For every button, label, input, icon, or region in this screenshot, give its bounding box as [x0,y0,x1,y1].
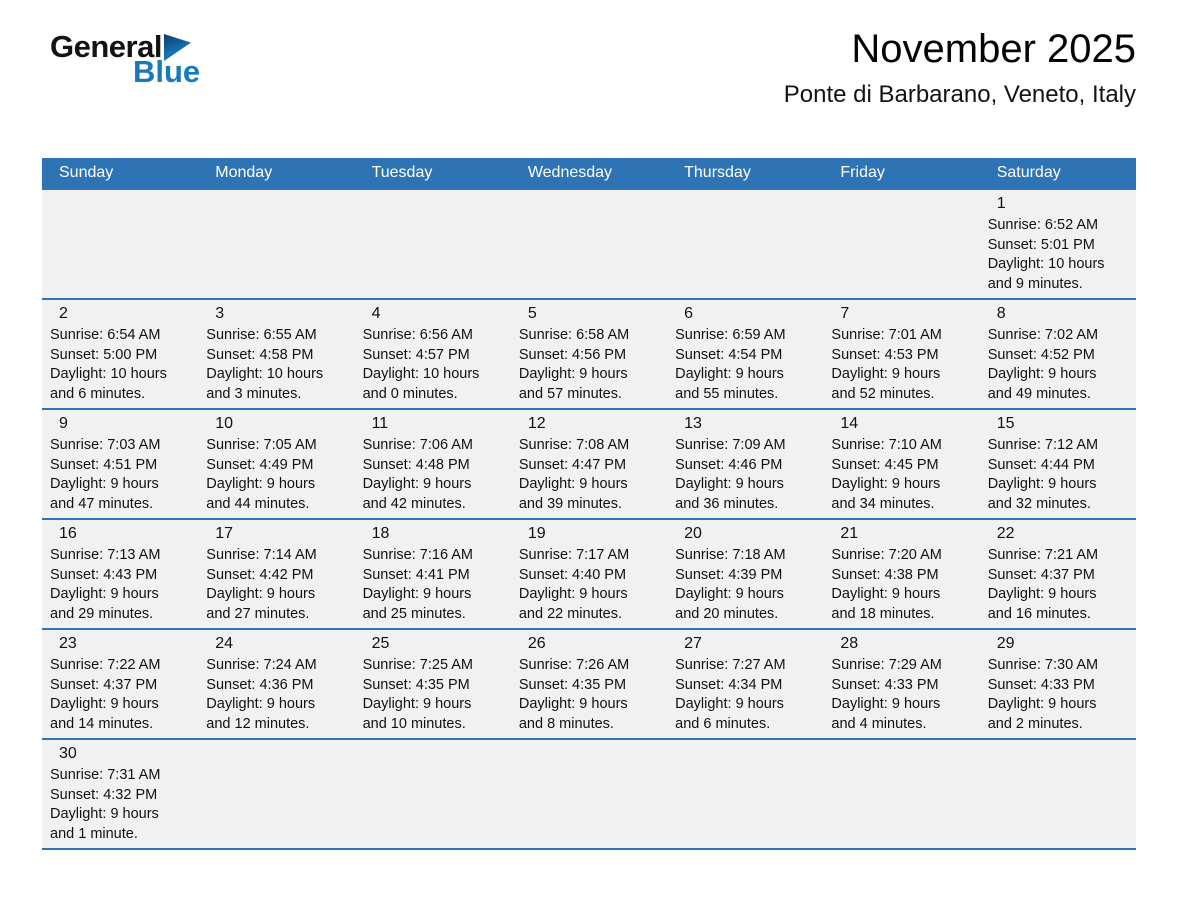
day-cell-8 [980,299,1136,409]
sunrise-text: Sunrise: 7:20 AM [831,547,942,563]
sunrise-text: Sunrise: 7:22 AM [50,657,161,673]
daylight-text-line1: Daylight: 9 hours [206,476,316,492]
daylight-text-line2: and 39 minutes. [518,495,623,512]
sunrise-text: Sunrise: 7:02 AM [987,327,1099,343]
daylight-text-line1: Daylight: 9 hours [675,476,784,492]
day-cell-23 [42,629,198,739]
weekday-friday: Friday [823,158,979,189]
daylight-text-line1: Daylight: 9 hours [206,696,316,712]
day-cell-2 [42,299,198,409]
day-number: 12 [527,415,546,432]
daylight-text-line1: Daylight: 9 hours [831,366,941,382]
day-cell-21 [823,519,979,629]
day-number: 11 [371,415,389,432]
daylight-text-line2: and 0 minutes. [362,385,458,402]
day-number: 24 [215,635,234,652]
sunset-text: Sunset: 4:41 PM [362,566,470,583]
sunrise-text: Sunrise: 6:59 AM [675,327,786,343]
day-cell-30 [42,739,198,849]
day-cell-6 [667,299,823,409]
day-number: 14 [840,415,859,432]
sunset-text: Sunset: 4:58 PM [206,346,314,363]
daylight-text-line2: and 20 minutes. [675,605,779,622]
day-cell-1 [980,189,1136,299]
week-row [42,189,1136,299]
daylight-text-line2: and 1 minute. [50,825,138,842]
sunset-text: Sunset: 4:53 PM [831,346,939,363]
daylight-text-line1: Daylight: 9 hours [50,476,159,492]
week-row [42,299,1136,409]
day-number: 26 [527,635,546,652]
daylight-text-line2: and 32 minutes. [987,495,1091,512]
sunset-text: Sunset: 4:43 PM [50,566,158,583]
sunset-text: Sunset: 4:51 PM [50,456,158,473]
week-row [42,629,1136,739]
day-cell-26 [511,629,667,739]
sunset-text: Sunset: 4:34 PM [675,676,783,693]
daylight-text-line1: Daylight: 10 hours [987,256,1105,272]
day-cell-11 [355,409,511,519]
daylight-text-line2: and 52 minutes. [831,385,935,402]
day-number: 4 [371,305,381,322]
sunrise-text: Sunrise: 7:30 AM [987,657,1099,673]
daylight-text-line2: and 12 minutes. [206,715,310,732]
daylight-text-line1: Daylight: 9 hours [518,476,628,492]
daylight-text-line2: and 34 minutes. [831,495,935,512]
empty-day-cell [511,739,667,849]
daylight-text-line2: and 42 minutes. [362,495,466,512]
sunset-text: Sunset: 4:47 PM [518,456,627,473]
day-number: 15 [996,415,1015,432]
daylight-text-line1: Daylight: 10 hours [50,366,167,382]
empty-day-cell [355,189,511,299]
sunset-text: Sunset: 5:01 PM [987,236,1095,253]
weekday-monday: Monday [198,158,354,189]
sunset-text: Sunset: 4:37 PM [50,676,158,693]
daylight-text-line2: and 16 minutes. [987,605,1091,622]
daylight-text-line1: Daylight: 9 hours [362,696,472,712]
daylight-text-line2: and 55 minutes. [675,385,779,402]
daylight-text-line1: Daylight: 10 hours [362,366,480,382]
sunset-text: Sunset: 4:36 PM [206,676,314,693]
day-number: 2 [59,305,68,322]
day-number: 22 [996,525,1015,542]
daylight-text-line1: Daylight: 9 hours [831,696,941,712]
day-number: 7 [840,305,850,322]
day-cell-20 [667,519,823,629]
daylight-text-line2: and 2 minutes. [987,715,1083,732]
day-number: 19 [527,525,546,542]
sunrise-text: Sunrise: 7:17 AM [518,547,630,563]
weekday-thursday: Thursday [667,158,823,189]
daylight-text-line2: and 49 minutes. [987,385,1091,402]
sunset-text: Sunset: 4:38 PM [831,566,939,583]
day-cell-29 [980,629,1136,739]
daylight-text-line1: Daylight: 9 hours [50,806,159,822]
empty-day-cell [42,189,198,299]
sunrise-text: Sunrise: 7:31 AM [50,767,161,783]
daylight-text-line2: and 25 minutes. [362,605,466,622]
week-row [42,409,1136,519]
sunrise-text: Sunrise: 7:25 AM [362,657,473,673]
sunrise-text: Sunrise: 7:05 AM [206,437,317,453]
daylight-text-line1: Daylight: 9 hours [987,366,1097,382]
sunset-text: Sunset: 4:33 PM [987,676,1095,693]
daylight-text-line2: and 10 minutes. [362,715,466,732]
location-subtitle: Ponte di Barbarano, Veneto, Italy [783,81,1136,108]
sunset-text: Sunset: 4:54 PM [675,346,783,363]
sunset-text: Sunset: 4:35 PM [518,676,627,693]
day-cell-14 [823,409,979,519]
sunrise-text: Sunrise: 7:10 AM [831,437,942,453]
day-number: 28 [840,635,859,652]
empty-day-cell [198,739,354,849]
daylight-text-line1: Daylight: 9 hours [831,476,941,492]
day-number: 18 [371,525,390,542]
daylight-text-line2: and 29 minutes. [50,605,154,622]
daylight-text-line2: and 44 minutes. [206,495,310,512]
sunrise-text: Sunrise: 7:09 AM [675,437,786,453]
sunrise-text: Sunrise: 7:03 AM [50,437,161,453]
daylight-text-line2: and 3 minutes. [206,385,302,402]
sunrise-text: Sunrise: 7:16 AM [362,547,473,563]
sunrise-text: Sunrise: 6:54 AM [50,327,161,343]
daylight-text-line1: Daylight: 9 hours [987,476,1097,492]
day-number: 8 [996,305,1006,322]
sunrise-text: Sunrise: 6:56 AM [362,327,473,343]
day-number: 13 [684,415,702,432]
day-cell-16 [42,519,198,629]
day-number: 27 [684,635,702,652]
sunset-text: Sunset: 4:48 PM [362,456,470,473]
day-cell-19 [511,519,667,629]
sunset-text: Sunset: 4:44 PM [987,456,1095,473]
empty-day-cell [980,739,1136,849]
sunset-text: Sunset: 4:46 PM [675,456,783,473]
day-cell-7 [823,299,979,409]
daylight-text-line2: and 8 minutes. [518,715,614,732]
daylight-text-line1: Daylight: 10 hours [206,366,324,382]
sunrise-text: Sunrise: 7:08 AM [518,437,630,453]
sunset-text: Sunset: 5:00 PM [50,346,158,363]
sunset-text: Sunset: 4:56 PM [518,346,627,363]
empty-day-cell [198,189,354,299]
empty-day-cell [823,739,979,849]
daylight-text-line2: and 22 minutes. [518,605,623,622]
daylight-text-line1: Daylight: 9 hours [518,366,628,382]
sunset-text: Sunset: 4:49 PM [206,456,314,473]
day-cell-15 [980,409,1136,519]
sunrise-text: Sunrise: 7:06 AM [362,437,473,453]
day-number: 9 [59,415,68,432]
weekday-sunday: Sunday [42,158,198,189]
sunrise-text: Sunrise: 7:27 AM [675,657,786,673]
day-number: 3 [215,305,225,322]
sunrise-text: Sunrise: 7:24 AM [206,657,317,673]
daylight-text-line1: Daylight: 9 hours [987,586,1097,602]
week-row [42,739,1136,849]
daylight-text-line1: Daylight: 9 hours [987,696,1097,712]
daylight-text-line1: Daylight: 9 hours [675,366,784,382]
sunrise-text: Sunrise: 7:29 AM [831,657,942,673]
sunrise-text: Sunrise: 6:52 AM [987,217,1099,233]
day-number: 16 [59,525,77,542]
weekday-header-row [42,158,1136,189]
sunrise-text: Sunrise: 7:21 AM [987,547,1099,563]
day-cell-22 [980,519,1136,629]
day-cell-28 [823,629,979,739]
day-cell-17 [198,519,354,629]
sunrise-text: Sunrise: 7:12 AM [987,437,1099,453]
sunrise-text: Sunrise: 6:58 AM [518,327,630,343]
weekday-tuesday: Tuesday [355,158,511,189]
day-cell-5 [511,299,667,409]
daylight-text-line1: Daylight: 9 hours [50,696,159,712]
day-cell-13 [667,409,823,519]
day-number: 25 [371,635,390,652]
day-cell-3 [198,299,354,409]
day-number: 5 [527,305,537,322]
day-number: 20 [684,525,702,542]
sunset-text: Sunset: 4:32 PM [50,786,158,803]
sunset-text: Sunset: 4:40 PM [518,566,627,583]
daylight-text-line2: and 47 minutes. [50,495,154,512]
sunset-text: Sunset: 4:33 PM [831,676,939,693]
daylight-text-line2: and 14 minutes. [50,715,154,732]
logo-text-blue: Blue [133,54,201,89]
sunset-text: Sunset: 4:45 PM [831,456,939,473]
general-blue-logo [50,29,201,89]
empty-day-cell [667,189,823,299]
sunrise-text: Sunrise: 7:26 AM [518,657,630,673]
sunset-text: Sunset: 4:39 PM [675,566,783,583]
day-cell-10 [198,409,354,519]
sunrise-text: Sunrise: 7:01 AM [831,327,942,343]
day-number: 30 [59,745,77,762]
title-block [784,26,1136,109]
day-cell-27 [667,629,823,739]
daylight-text-line2: and 27 minutes. [206,605,310,622]
day-number: 1 [996,195,1006,212]
calendar-table [42,158,1136,850]
empty-day-cell [823,189,979,299]
sunset-text: Sunset: 4:37 PM [987,566,1095,583]
calendar-body [42,189,1136,849]
daylight-text-line1: Daylight: 9 hours [675,586,784,602]
day-number: 29 [996,635,1015,652]
daylight-text-line2: and 4 minutes. [831,715,927,732]
empty-day-cell [667,739,823,849]
daylight-text-line2: and 57 minutes. [518,385,623,402]
daylight-text-line2: and 36 minutes. [675,495,779,512]
empty-day-cell [511,189,667,299]
day-number: 10 [215,415,234,432]
day-number: 17 [215,525,234,542]
day-number: 21 [840,525,859,542]
sunrise-text: Sunrise: 6:55 AM [206,327,317,343]
sunrise-text: Sunrise: 7:18 AM [675,547,786,563]
sunset-text: Sunset: 4:35 PM [362,676,470,693]
daylight-text-line2: and 18 minutes. [831,605,935,622]
daylight-text-line1: Daylight: 9 hours [362,476,472,492]
day-cell-25 [355,629,511,739]
empty-day-cell [355,739,511,849]
day-cell-24 [198,629,354,739]
day-number: 6 [684,305,694,322]
day-number: 23 [59,635,77,652]
daylight-text-line1: Daylight: 9 hours [50,586,159,602]
sunrise-text: Sunrise: 7:13 AM [50,547,161,563]
daylight-text-line1: Daylight: 9 hours [206,586,316,602]
daylight-text-line1: Daylight: 9 hours [362,586,472,602]
week-row [42,519,1136,629]
daylight-text-line1: Daylight: 9 hours [675,696,784,712]
daylight-text-line2: and 6 minutes. [50,385,146,402]
weekday-saturday: Saturday [980,158,1136,189]
weekday-wednesday: Wednesday [511,158,667,189]
daylight-text-line2: and 9 minutes. [987,275,1083,292]
sunset-text: Sunset: 4:52 PM [987,346,1095,363]
logo-text-general: General [50,29,162,64]
sunrise-text: Sunrise: 7:14 AM [206,547,317,563]
page-header [42,0,1136,158]
day-cell-9 [42,409,198,519]
day-cell-12 [511,409,667,519]
daylight-text-line1: Daylight: 9 hours [831,586,941,602]
sunset-text: Sunset: 4:57 PM [362,346,470,363]
sunset-text: Sunset: 4:42 PM [206,566,314,583]
daylight-text-line2: and 6 minutes. [675,715,771,732]
daylight-text-line1: Daylight: 9 hours [518,696,628,712]
day-cell-4 [355,299,511,409]
day-cell-18 [355,519,511,629]
daylight-text-line1: Daylight: 9 hours [518,586,628,602]
month-title: November 2025 [851,27,1136,71]
